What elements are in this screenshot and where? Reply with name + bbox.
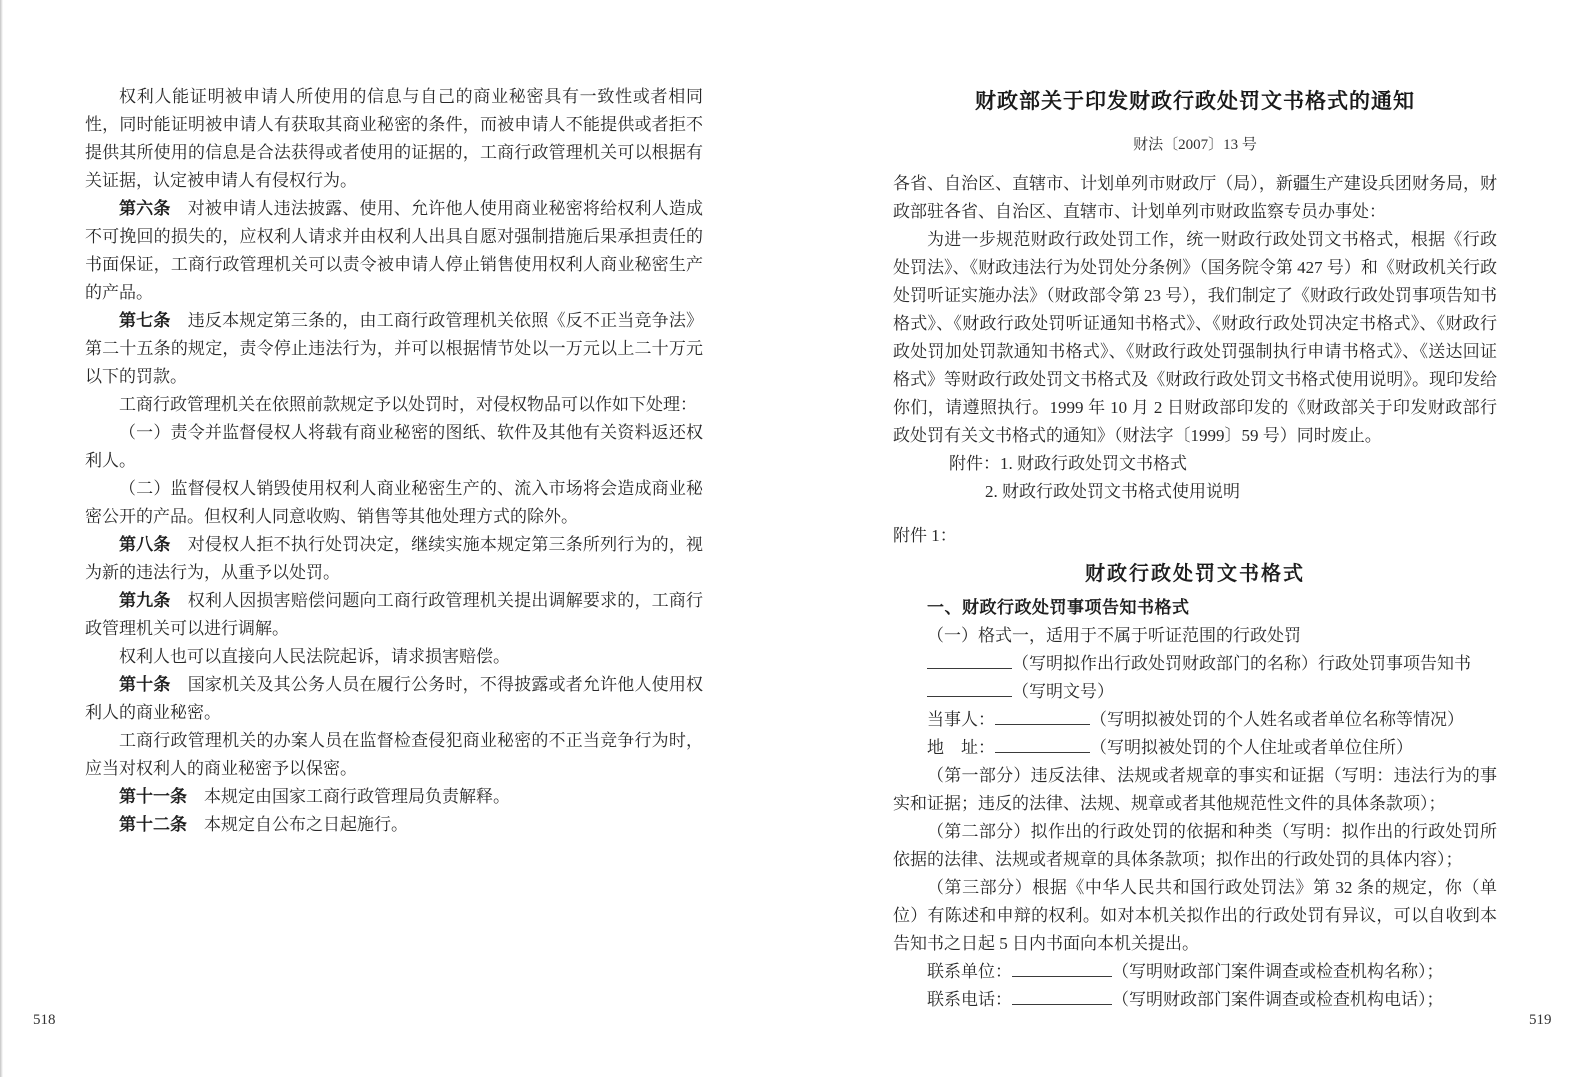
blank-field-line	[995, 736, 1090, 753]
article-number-lead: 第七条	[119, 311, 171, 330]
text-run: 本规定由国家工商行政管理局负责解释。	[187, 787, 510, 806]
paragraph	[893, 986, 1497, 1014]
text-run: （第一部分）违反法律、法规或者规章的事实和证据（写明：违法行为的事实和证据；违反的法律、法规、规章或者其他规范性文件的具体条款项）；	[893, 766, 1497, 813]
paragraph	[893, 958, 1497, 986]
paragraph	[85, 587, 703, 643]
doc-number: 财法〔2007〕13 号	[1133, 137, 1257, 153]
text-run: 各省、自治区、直辖市、计划单列市财政厅（局），新疆生产建设兵团财务局，财政部驻各省、自治区、直辖市、计划单列市财政监察专员办事处：	[893, 174, 1497, 221]
text-run: 联系单位：	[927, 962, 1012, 981]
text-run: （写明财政部门案件调查或检查机构名称）；	[1112, 962, 1444, 981]
text-run: 权利人因损害赔偿问题向工商行政管理机关提出调解要求的，工商行政管理机关可以进行调解。	[85, 591, 703, 638]
text-run: （写明拟被处罚的个人姓名或者单位名称等情况）	[1090, 710, 1464, 729]
article-number-lead: 第八条	[119, 535, 171, 554]
text-run: （写明拟被处罚的个人住址或者单位住所）	[1090, 738, 1413, 757]
text-run: （第三部分）根据《中华人民共和国行政处罚法》第 32 条的规定，你（单位）有陈述和申辩的权利。如对本机关拟作出的行政处罚有异议，可以自收到本告知书之日起 5 日内书面向本机关提出。	[893, 878, 1497, 953]
text-run: 工商行政管理机关在依照前款规定予以处罚时，对侵权物品可以作如下处理：	[119, 395, 697, 414]
text-run: （第二部分）拟作出的行政处罚的依据和种类（写明：拟作出的行政处罚所依据的法律、法规或者规章的具体条款项；拟作出的行政处罚的具体内容）；	[893, 822, 1497, 869]
page-right-body	[893, 170, 1497, 1014]
paragraph	[893, 762, 1497, 818]
page-number-left: 518	[33, 1012, 56, 1028]
text-run: 一、财政行政处罚事项告知书格式	[927, 598, 1190, 617]
paragraph	[85, 643, 703, 671]
text-run: （写明文号）	[1012, 682, 1114, 701]
paragraph	[893, 478, 1497, 506]
paragraph	[893, 622, 1497, 650]
paragraph	[85, 307, 703, 391]
text-run: 本规定自公布之日起施行。	[187, 815, 408, 834]
page-number-right: 519	[1529, 1012, 1552, 1028]
blank-field-line	[1012, 960, 1112, 977]
article-number-lead: 第十一条	[119, 787, 187, 806]
text-run: （一）责令并监督侵权人将载有商业秘密的图纸、软件及其他有关资料返还权利人。	[85, 423, 703, 470]
text-run: 对侵权人拒不执行处罚决定，继续实施本规定第三条所列行为的，视为新的违法行为，从重予以处罚。	[85, 535, 703, 582]
text-run: 权利人也可以直接向人民法院起诉，请求损害赔偿。	[119, 647, 510, 666]
page-left-body	[85, 83, 703, 839]
paragraph	[85, 83, 703, 195]
text-run: 国家机关及其公务人员在履行公务时，不得披露或者允许他人使用权利人的商业秘密。	[85, 675, 703, 722]
text-run: 联系电话：	[927, 990, 1012, 1009]
paragraph	[85, 811, 703, 839]
paragraph	[85, 195, 703, 307]
text-run: 违反本规定第三条的，由工商行政管理机关依照《反不正当竞争法》第二十五条的规定，责令停止违法行为，并可以根据情节处以一万元以上二十万元以下的罚款。	[85, 311, 703, 386]
paragraph	[893, 170, 1497, 226]
text-run: 为进一步规范财政行政处罚工作，统一财政行政处罚文书格式，根据《行政处罚法》、《财政违法行为处罚处分条例》（国务院令第 427 号）和《财政机关行政处罚听证实施办法》（财政部令第 23 号），我们制定了《财政行政处罚事项告知书格式》、《财政行政处罚听证通知书格式》、《财政行政处罚决定书格式》、《财政行政处罚加处罚款通知书格式》、《财政行政处罚强制执行申请书格式》、《送达回证格式》等财政行政处罚文书格式及《财政行政处罚文书格式使用说明》。现印发给你们，请遵照执行。1999 年 10 月 2 日财政部印发的《财政部关于印发财政部行政处罚有关文书格式的通知》（财法字〔1999〕59 号）同时废止。	[893, 230, 1497, 445]
blank-field-line	[927, 652, 1012, 669]
paragraph	[893, 818, 1497, 874]
blank-field-line	[1012, 988, 1112, 1005]
text-run: 地 址：	[927, 738, 995, 757]
paragraph	[85, 727, 703, 783]
text-run: 对被申请人违法披露、使用、允许他人使用商业秘密将给权利人造成不可挽回的损失的，应权利人请求并由权利人出具自愿对强制措施后果承担责任的书面保证，工商行政管理机关可以责令被申请人停止销售使用权利人商业秘密生产的产品。	[85, 199, 703, 302]
page-right	[893, 86, 1497, 1014]
text-run: 2. 财政行政处罚文书格式使用说明	[985, 482, 1240, 501]
page-left	[85, 83, 703, 839]
blank-field-line	[927, 680, 1012, 697]
paragraph	[893, 522, 1497, 550]
paragraph	[893, 874, 1497, 958]
text-run: （写明拟作出行政处罚财政部门的名称）行政处罚事项告知书	[1012, 654, 1471, 673]
text-run: （写明财政部门案件调查或检查机构电话）；	[1112, 990, 1444, 1009]
paragraph	[85, 671, 703, 727]
article-number-lead: 第九条	[119, 591, 171, 610]
scan-edge-shadow	[0, 0, 3, 1077]
blank-field-line	[995, 708, 1090, 725]
paragraph	[893, 226, 1497, 450]
text-run: 附件 1：	[893, 526, 957, 545]
paragraph	[85, 531, 703, 587]
paragraph	[85, 391, 703, 419]
text-run: 权利人能证明被申请人所使用的信息与自己的商业秘密具有一致性或者相同性，同时能证明被申请人有获取其商业秘密的条件，而被申请人不能提供或者拒不提供其所使用的信息是合法获得或者使用的证据的，工商行政管理机关可以根据有关证据，认定被申请人有侵权行为。	[85, 87, 703, 190]
article-number-lead: 第六条	[119, 199, 171, 218]
paragraph	[893, 650, 1497, 678]
paragraph	[85, 783, 703, 811]
text-run: 财政行政处罚文书格式	[1085, 563, 1305, 585]
section-heading	[893, 594, 1497, 622]
paragraph	[85, 419, 703, 475]
text-run: （二）监督侵权人销毁使用权利人商业秘密生产的、流入市场将会造成商业秘密公开的产品。但权利人同意收购、销售等其他处理方式的除外。	[85, 479, 703, 526]
text-run: （一）格式一，适用于不属于听证范围的行政处罚	[927, 626, 1301, 645]
paragraph	[893, 706, 1497, 734]
text-run: 工商行政管理机关的办案人员在监督检查侵犯商业秘密的不正当竞争行为时，应当对权利人的商业秘密予以保密。	[85, 731, 703, 778]
article-number-lead: 第十二条	[119, 815, 187, 834]
doc-title: 财政部关于印发财政行政处罚文书格式的通知	[975, 89, 1415, 113]
paragraph	[893, 450, 1497, 478]
article-number-lead: 第十条	[119, 675, 171, 694]
paragraph	[85, 475, 703, 531]
text-run: 附件：1. 财政行政处罚文书格式	[949, 454, 1187, 473]
attachment-title	[893, 560, 1497, 588]
paragraph	[893, 678, 1497, 706]
paragraph	[893, 734, 1497, 762]
text-run: 当事人：	[927, 710, 995, 729]
